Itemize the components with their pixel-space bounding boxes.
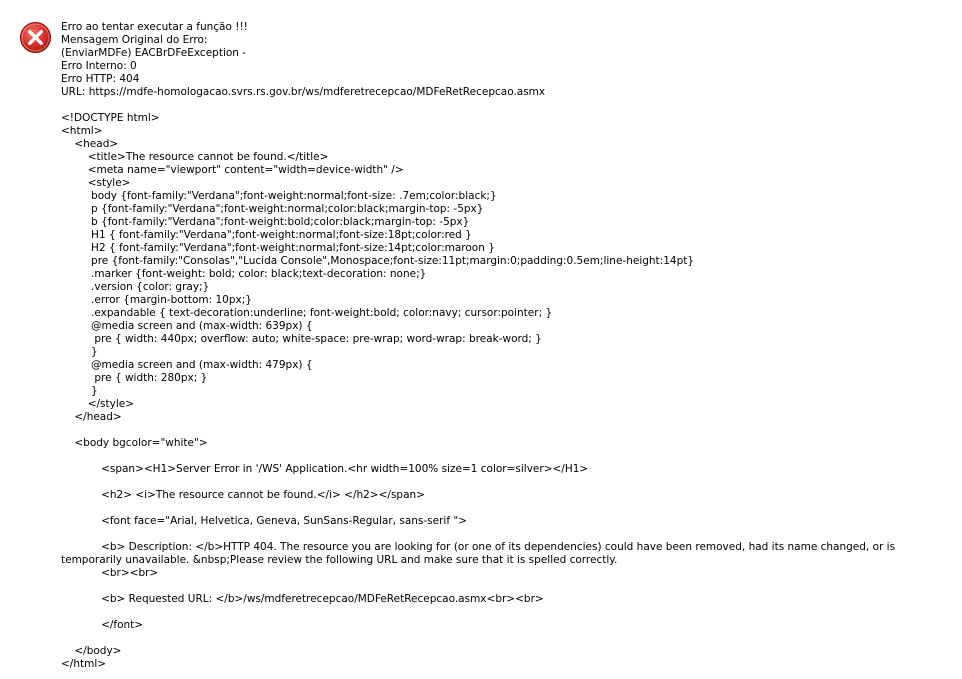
message-line: </style> [61,398,135,410]
message-line: <meta name="viewport" content="width=device-width" /> [61,164,404,176]
message-line [61,450,941,463]
message-line: p {font-family:"Verdana";font-weight:normal;color:black;margin-top: -5px} [61,203,484,215]
message-line [61,476,941,489]
message-line: @media screen and (max-width: 479px) { [61,359,313,371]
message-line: .version {color: gray;} [61,281,210,293]
message-line [61,99,941,112]
message-line: <html> [61,125,103,137]
message-line: <body bgcolor="white"> [61,437,208,449]
message-line: } [61,385,98,397]
message-line: Erro Interno: 0 [61,60,137,72]
message-line [61,580,941,593]
error-icon [19,21,52,54]
message-line: <style> [61,177,131,189]
message-line: </head> [61,411,122,423]
message-line: URL: https://mdfe-homologacao.svrs.rs.gov.br/ws/mdferetrecepcao/MDFeRetRecepcao.asmx [61,86,546,98]
message-line: </body> [61,645,122,657]
message-line: <span><H1>Server Error in '/WS' Application.<hr width=100% size=1 color=silver></H1> [61,463,589,475]
message-line [61,606,941,619]
message-line: Erro HTTP: 404 [61,73,140,85]
message-line: @media screen and (max-width: 639px) { [61,320,313,332]
message-line: b {font-family:"Verdana";font-weight:bold;color:black;margin-top: -5px} [61,216,470,228]
message-line: </font> [61,619,144,631]
message-line: body {font-family:"Verdana";font-weight:normal;font-size: .7em;color:black;} [61,190,497,202]
message-line: <h2> <i>The resource cannot be found.</i> </h2></span> [61,489,425,501]
message-line: Mensagem Original do Erro: [61,34,208,46]
message-line [61,424,941,437]
message-line [61,528,941,541]
message-line: <title>The resource cannot be found.</title> [61,151,329,163]
message-line [61,502,941,515]
message-line: H2 { font-family:"Verdana";font-weight:normal;font-size:14pt;color:maroon } [61,242,495,254]
message-line: } [61,346,98,358]
message-line: </html> [61,658,107,670]
message-line: H1 { font-family:"Verdana";font-weight:normal;font-size:18pt;color:red } [61,229,472,241]
message-line: (EnviarMDFe) EACBrDFeException - [61,47,247,59]
error-message-text [61,21,941,671]
message-line: <font face="Arial, Helvetica, Geneva, SunSans-Regular, sans-serif "> [61,515,468,527]
message-line: <!DOCTYPE html> [61,112,160,124]
message-line: <b> Requested URL: </b>/ws/mdferetrecepcao/MDFeRetRecepcao.asmx<br><br> [61,593,544,605]
message-line: <head> [61,138,119,150]
message-line: .marker {font-weight: bold; color: black;text-decoration: none;} [61,268,427,280]
message-line [61,632,941,645]
message-line: .error {margin-bottom: 10px;} [61,294,252,306]
message-line: pre { width: 440px; overflow: auto; white-space: pre-wrap; word-wrap: break-word; } [61,333,542,345]
message-line: pre {font-family:"Consolas","Lucida Console",Monospace;font-size:11pt;margin:0;padding:0.5em;line-height:14pt} [61,255,695,267]
message-line: <br><br> [61,567,159,579]
message-line: Erro ao tentar executar a função !!! [61,21,248,33]
message-line: pre { width: 280px; } [61,372,208,384]
message-line: .expandable { text-decoration:underline; font-weight:bold; color:navy; cursor:pointer; } [61,307,553,319]
message-line: <b> Description: </b>HTTP 404. The resource you are looking for (or one of its dependencies) could have been removed, had its name changed, or is temporarily unavailable. &nbsp;Please review the following URL and make sure that it is spelled correctly. [61,541,899,566]
